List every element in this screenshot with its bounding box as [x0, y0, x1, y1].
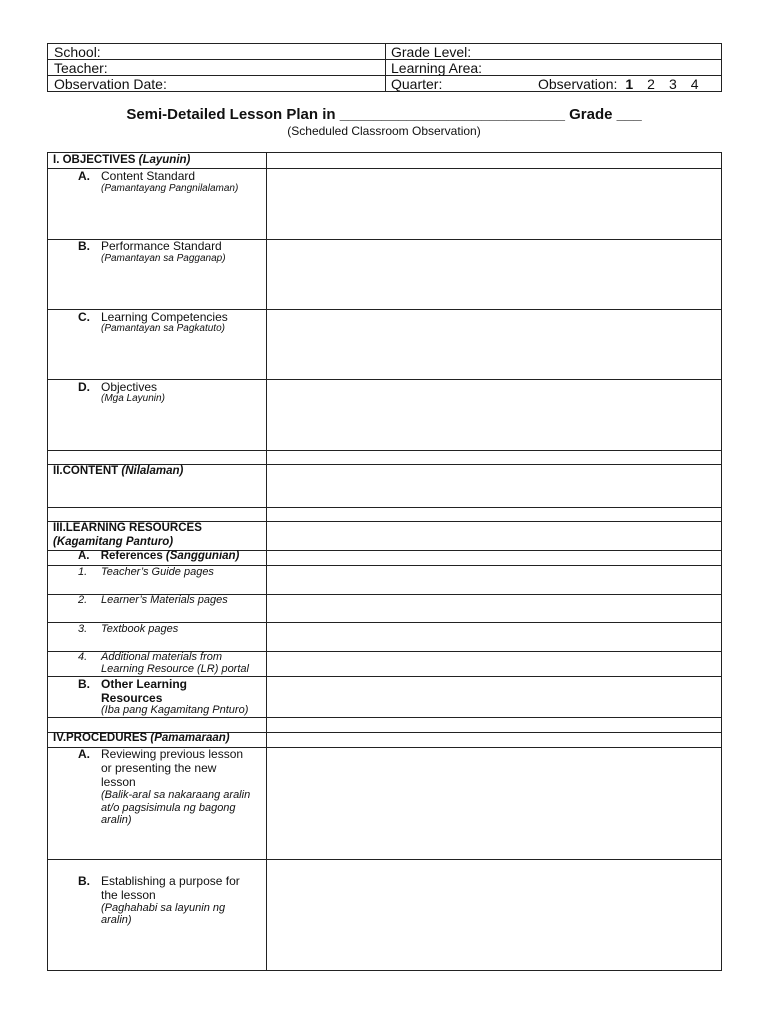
objectives-translation: (Mga Layunin) [101, 393, 165, 404]
content-heading-translation: (Nilalaman) [121, 465, 184, 477]
learning-competencies-translation: (Pamantayan sa Pagkatuto) [101, 323, 225, 334]
other-resources-label-line2: Resources [101, 691, 163, 705]
observation-number-2[interactable]: 2 [647, 76, 655, 92]
reviewing-lesson-translation: (Balik-aral sa nakaraang aralin [101, 789, 251, 801]
header-row-2 [48, 60, 721, 76]
lesson-plan-table [47, 152, 722, 971]
reviewing-lesson-letter: A. [78, 747, 90, 761]
references-label: References [100, 550, 163, 562]
objectives-heading [53, 154, 190, 166]
learning-competencies-letter: C. [78, 310, 90, 324]
objectives-letter: D. [78, 380, 90, 394]
performance-standard-label: Performance Standard [101, 239, 222, 253]
establishing-purpose-label: Establishing a purpose for [101, 874, 240, 888]
row-divider [48, 859, 721, 860]
learning-area-label: Learning Area: [391, 60, 483, 76]
header-info-table [47, 43, 722, 92]
references-row [78, 550, 239, 562]
resource-item-number: 2. [78, 594, 88, 606]
learning-resources-translation: (Kagamitang Panturo) [53, 536, 174, 548]
reviewing-lesson-translation-line2: at/o pagsisimula ng bagong [101, 802, 236, 814]
grade-level-label: Grade Level: [391, 44, 472, 60]
reviewing-lesson-translation-line3: aralin) [101, 814, 132, 826]
establishing-purpose-label-line2: the lesson [101, 888, 156, 902]
procedures-heading [53, 732, 230, 744]
row-divider [48, 450, 721, 451]
textbook-pages-label: Textbook pages [101, 623, 179, 635]
references-translation: (Sanggunian) [165, 550, 240, 562]
learning-resources-heading: III.LEARNING RESOURCES [53, 522, 202, 534]
additional-materials-label: Additional materials from [101, 651, 223, 663]
learners-materials-pages-label: Learner’s Materials pages [101, 594, 228, 606]
page-title: Semi-Detailed Lesson Plan in ___________________________ Grade ___ [126, 106, 642, 123]
procedures-heading-text: IV.PROCEDURES [53, 732, 148, 744]
content-standard-translation: (Pamantayang Pangnilalaman) [101, 183, 239, 194]
observation-number-3[interactable]: 3 [668, 76, 677, 92]
other-resources-letter: B. [78, 677, 90, 691]
reviewing-lesson-label-line3: lesson [101, 775, 136, 789]
learning-competencies-label: Learning Competencies [101, 310, 228, 324]
observation-number-1[interactable]: 1 [625, 76, 634, 92]
header-row-1 [48, 44, 721, 60]
objectives-heading-translation: (Layunin) [138, 154, 191, 166]
objectives-heading-text: I. OBJECTIVES [53, 154, 136, 166]
observation-number-4[interactable]: 4 [690, 76, 699, 92]
procedures-heading-translation: (Pamamaraan) [150, 732, 230, 744]
references-letter: A. [78, 550, 90, 562]
resource-item-number: 4. [78, 651, 88, 663]
resource-item-number: 3. [78, 623, 88, 635]
other-resources-label: Other Learning [101, 677, 188, 691]
establishing-purpose-translation: (Paghahabi sa layunin ng [101, 902, 226, 914]
column-divider [266, 153, 267, 970]
teacher-label: Teacher: [54, 60, 108, 76]
reviewing-lesson-label-line2: or presenting the new [101, 761, 217, 775]
resource-item-number: 1. [78, 566, 88, 578]
observation-selector [538, 76, 699, 92]
header-row-3 [48, 76, 721, 92]
objectives-label: Objectives [101, 380, 158, 394]
performance-standard-letter: B. [78, 239, 90, 253]
performance-standard-translation: (Pamantayan sa Pagganap) [101, 253, 226, 264]
content-standard-label: Content Standard [101, 169, 196, 183]
content-standard-letter: A. [78, 169, 90, 183]
other-resources-translation: (Iba pang Kagamitang Pnturo) [101, 704, 249, 716]
observation-label: Observation: [538, 76, 618, 92]
page-subtitle: (Scheduled Classroom Observation) [287, 124, 481, 138]
content-heading [53, 465, 183, 477]
reviewing-lesson-label: Reviewing previous lesson [101, 747, 244, 761]
establishing-purpose-translation-line2: aralin) [101, 914, 132, 926]
establishing-purpose-letter: B. [78, 874, 90, 888]
row-divider [48, 717, 721, 718]
observation-date-label: Observation Date: [54, 76, 167, 92]
teachers-guide-pages-label: Teacher’s Guide pages [101, 566, 214, 578]
school-label: School: [54, 44, 101, 60]
content-heading-text: II.CONTENT [53, 465, 119, 477]
additional-materials-label-line2: Learning Resource (LR) portal [101, 663, 249, 675]
row-divider [48, 507, 721, 508]
quarter-label: Quarter: [391, 76, 443, 92]
